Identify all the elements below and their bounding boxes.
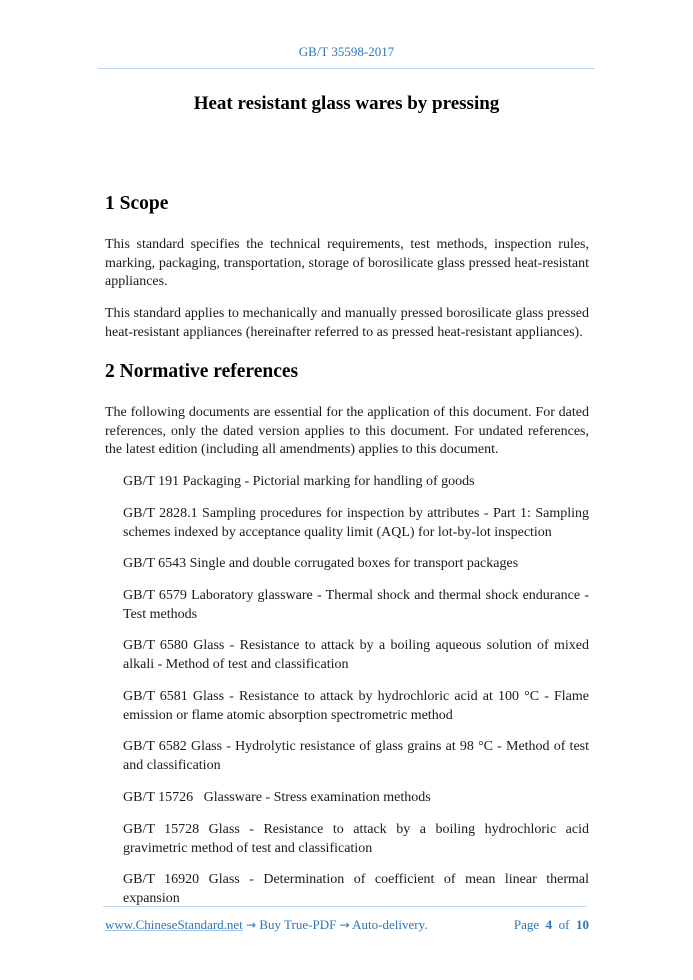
scope-paragraph-2-wrap — [105, 305, 589, 342]
scope-paragraph-1-wrap — [105, 236, 589, 292]
scope-paragraph-2: This standard applies to mechanically and manually pressed borosilicate glass pressed heat-resistant appliances (hereinafter referred to as pressed heat-resistant appliances). — [105, 306, 589, 340]
footer-divider — [103, 906, 587, 907]
reference-item: GB/T 191 Packaging - Pictorial marking for handling of goods — [123, 474, 475, 489]
reference-item: GB/T 2828.1 Sampling procedures for inspection by attributes - Part 1: Sampling schemes indexed by acceptance quality limit (AQL) for lot-by-lot inspection — [123, 506, 589, 540]
page-label: Page — [513, 917, 540, 932]
section-scope — [105, 193, 589, 215]
reference-item: GB/T 16920 Glass - Determination of coefficient of mean linear thermal expansion — [123, 872, 589, 906]
section-normative-references — [105, 361, 589, 383]
document-title: Heat resistant glass wares by pressing — [193, 93, 500, 114]
page-of-label: of — [558, 917, 570, 932]
normative-intro-paragraph: The following documents are essential for the application of this document. For dated references, only the dated version applies to this document. For undated references, the latest edition (including all amendments) applies to this document. — [105, 405, 589, 457]
scope-paragraph-1: This standard specifies the technical requirements, test methods, inspection rules, marking, packaging, transportation, storage of borosilicate glass pressed heat-resistant appliances. — [105, 237, 589, 289]
section-heading-scope: 1 Scope — [105, 193, 169, 214]
reference-item: GB/T 6581 Glass - Resistance to attack by hydrochloric acid at 100 °C - Flame emission or flame atomic absorption spectrometric method — [123, 689, 589, 723]
header-divider — [98, 68, 595, 69]
reference-item: GB/T 15726 Glassware - Stress examination methods — [123, 790, 431, 805]
reference-item: GB/T 6579 Laboratory glassware - Thermal shock and thermal shock endurance - Test methods — [123, 588, 589, 622]
auto-delivery-text: Auto-delivery. — [352, 917, 428, 932]
running-header-standard-code: GB/T 35598-2017 — [298, 44, 395, 59]
arrow-right-icon: → — [246, 918, 257, 932]
section-heading-normative-references: 2 Normative references — [105, 361, 299, 382]
reference-item: GB/T 6582 Glass - Hydrolytic resistance of glass grains at 98 °C - Method of test and classification — [123, 739, 589, 773]
page-indicator — [514, 917, 589, 933]
buy-true-pdf-text: Buy True-PDF — [259, 917, 337, 932]
current-page-number: 4 — [545, 917, 553, 932]
normative-intro-wrap — [105, 404, 589, 460]
reference-item: GB/T 15728 Glass - Resistance to attack by a boiling hydrochloric acid gravimetric method of test and classification — [123, 822, 589, 856]
reference-item: GB/T 6580 Glass - Resistance to attack by a boiling aqueous solution of mixed alkali - Method of test and classification — [123, 638, 589, 672]
reference-item: GB/T 6543 Single and double corrugated boxes for transport packages — [123, 556, 519, 571]
total-pages-number: 10 — [576, 917, 589, 932]
site-link[interactable]: www.ChineseStandard.net — [105, 917, 243, 932]
page-footer — [105, 917, 589, 933]
arrow-right-icon: → — [339, 918, 350, 932]
